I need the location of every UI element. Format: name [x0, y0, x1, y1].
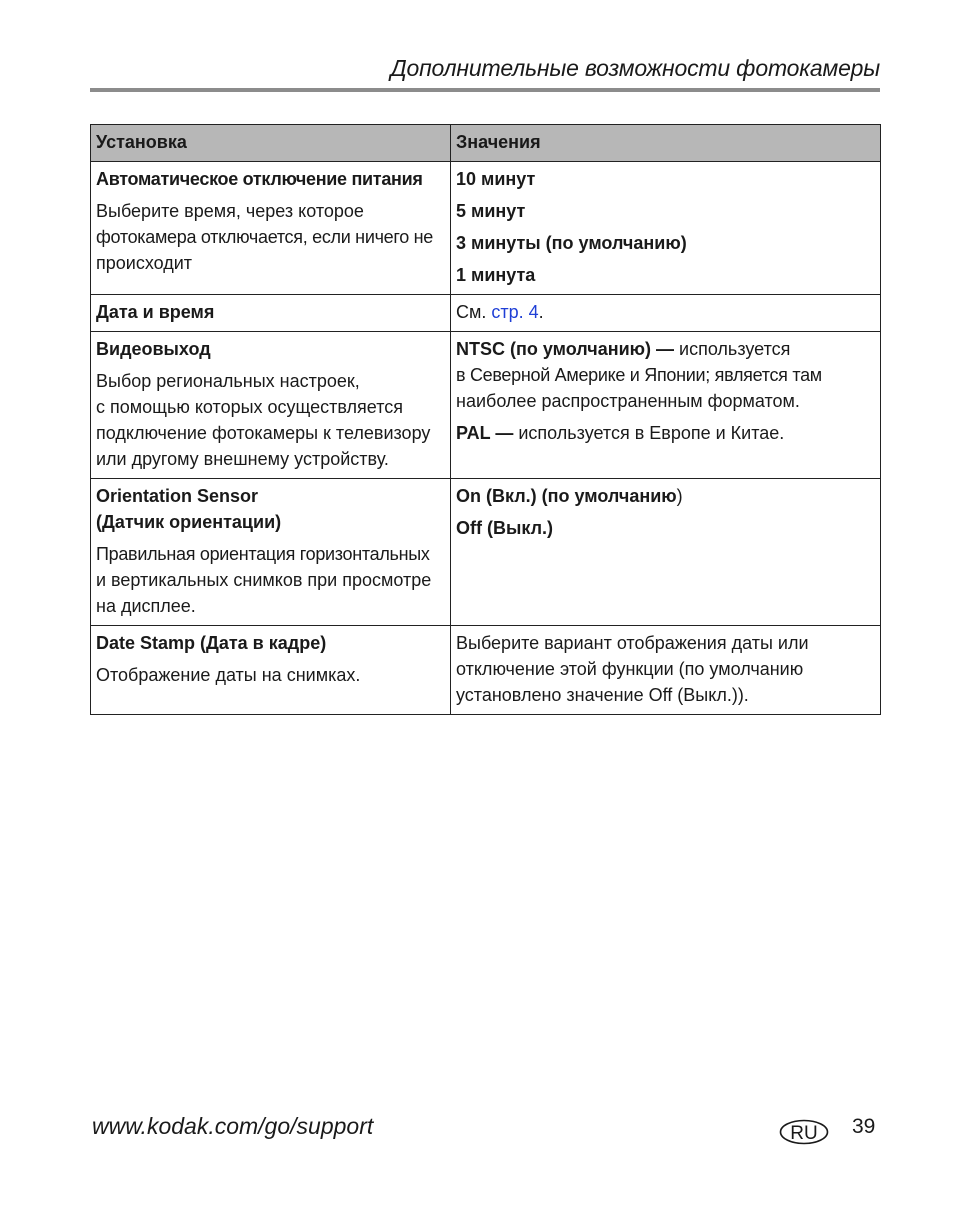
- option-value: 3 минуты (по умолчанию): [456, 233, 687, 253]
- values-cell: [451, 295, 881, 332]
- see-prefix: См.: [456, 302, 492, 322]
- page-link[interactable]: стр. 4: [491, 302, 539, 322]
- setting-name: Автоматическое отключение питания: [96, 169, 423, 189]
- setting-name: Видеовыход: [96, 339, 211, 359]
- page-number: 39: [852, 1115, 876, 1138]
- setting-cell: [91, 162, 451, 295]
- setting-cell: [91, 626, 451, 715]
- on-label: On (Вкл.) (по умолчанию: [456, 486, 677, 506]
- language-badge-label: RU: [790, 1123, 818, 1144]
- ntsc-text: наиболее распространенным форматом.: [456, 391, 800, 411]
- values-cell: [451, 162, 881, 295]
- pal-text: используется в Европе и Китае.: [513, 423, 785, 443]
- setting-name: Дата и время: [96, 302, 215, 322]
- values-cell: [451, 332, 881, 479]
- column-header-values: Значения: [451, 125, 881, 162]
- description-line: или другому внешнему устройству.: [96, 449, 389, 469]
- values-cell: [451, 479, 881, 626]
- setting-description: [96, 198, 445, 276]
- setting-description: [96, 368, 445, 472]
- on-option: [456, 483, 875, 509]
- header-rule: [90, 88, 880, 92]
- table-row-auto-power-off: [91, 162, 881, 295]
- settings-table: [90, 124, 881, 715]
- setting-name: Orientation Sensor: [96, 486, 259, 506]
- table-header-row: [91, 125, 881, 162]
- see-suffix: .: [538, 302, 544, 322]
- ntsc-text: в Северной Америке и Японии; является там: [456, 365, 822, 385]
- table-row-date-stamp: [91, 626, 881, 715]
- table-row-orientation-sensor: [91, 479, 881, 626]
- value-line: установлено значение Off (Выкл.)).: [456, 685, 749, 705]
- on-suffix: ): [676, 486, 683, 506]
- description-line: Выберите время, через которое: [96, 201, 364, 221]
- setting-name: Date Stamp (Дата в кадре): [96, 633, 327, 653]
- support-url-link[interactable]: www.kodak.com/go/support: [92, 1113, 374, 1139]
- description-line: происходит: [96, 253, 193, 273]
- values-cell: [451, 626, 881, 715]
- value-line: Выберите вариант отображения даты или: [456, 633, 809, 653]
- description-line: на дисплее.: [96, 596, 196, 616]
- option-value: 10 минут: [456, 169, 536, 189]
- option-value: 5 минут: [456, 201, 526, 221]
- description-line: подключение фотокамеры к телевизору: [96, 423, 431, 443]
- running-header-title: Дополнительные возможности фотокамеры: [390, 55, 880, 81]
- setting-cell: [91, 332, 451, 479]
- language-badge: [779, 1119, 829, 1145]
- pal-option: [456, 420, 875, 446]
- pal-label: PAL —: [456, 423, 514, 443]
- setting-cell: [91, 295, 451, 332]
- table-row-video-out: [91, 332, 881, 479]
- description-line: с помощью которых осуществляется: [96, 397, 404, 417]
- description-line: Правильная ориентация горизонтальных: [96, 544, 430, 564]
- description-line: фотокамера отключается, если ничего не: [96, 227, 433, 247]
- setting-name-translation: (Датчик ориентации): [96, 512, 282, 532]
- option-value: 1 минута: [456, 265, 536, 285]
- off-option: Off (Выкл.): [456, 518, 554, 538]
- ntsc-option: [456, 336, 875, 414]
- ntsc-text: используется: [674, 339, 791, 359]
- setting-cell: [91, 479, 451, 626]
- setting-description: Отображение даты на снимках.: [96, 665, 361, 685]
- setting-description: [96, 541, 445, 619]
- description-line: и вертикальных снимков при просмотре: [96, 570, 432, 590]
- table-row-date-time: [91, 295, 881, 332]
- value-line: отключение этой функции (по умолчанию: [456, 659, 804, 679]
- description-line: Выбор региональных настроек,: [96, 371, 360, 391]
- ntsc-label: NTSC (по умолчанию) —: [456, 339, 675, 359]
- column-header-setting: Установка: [91, 125, 451, 162]
